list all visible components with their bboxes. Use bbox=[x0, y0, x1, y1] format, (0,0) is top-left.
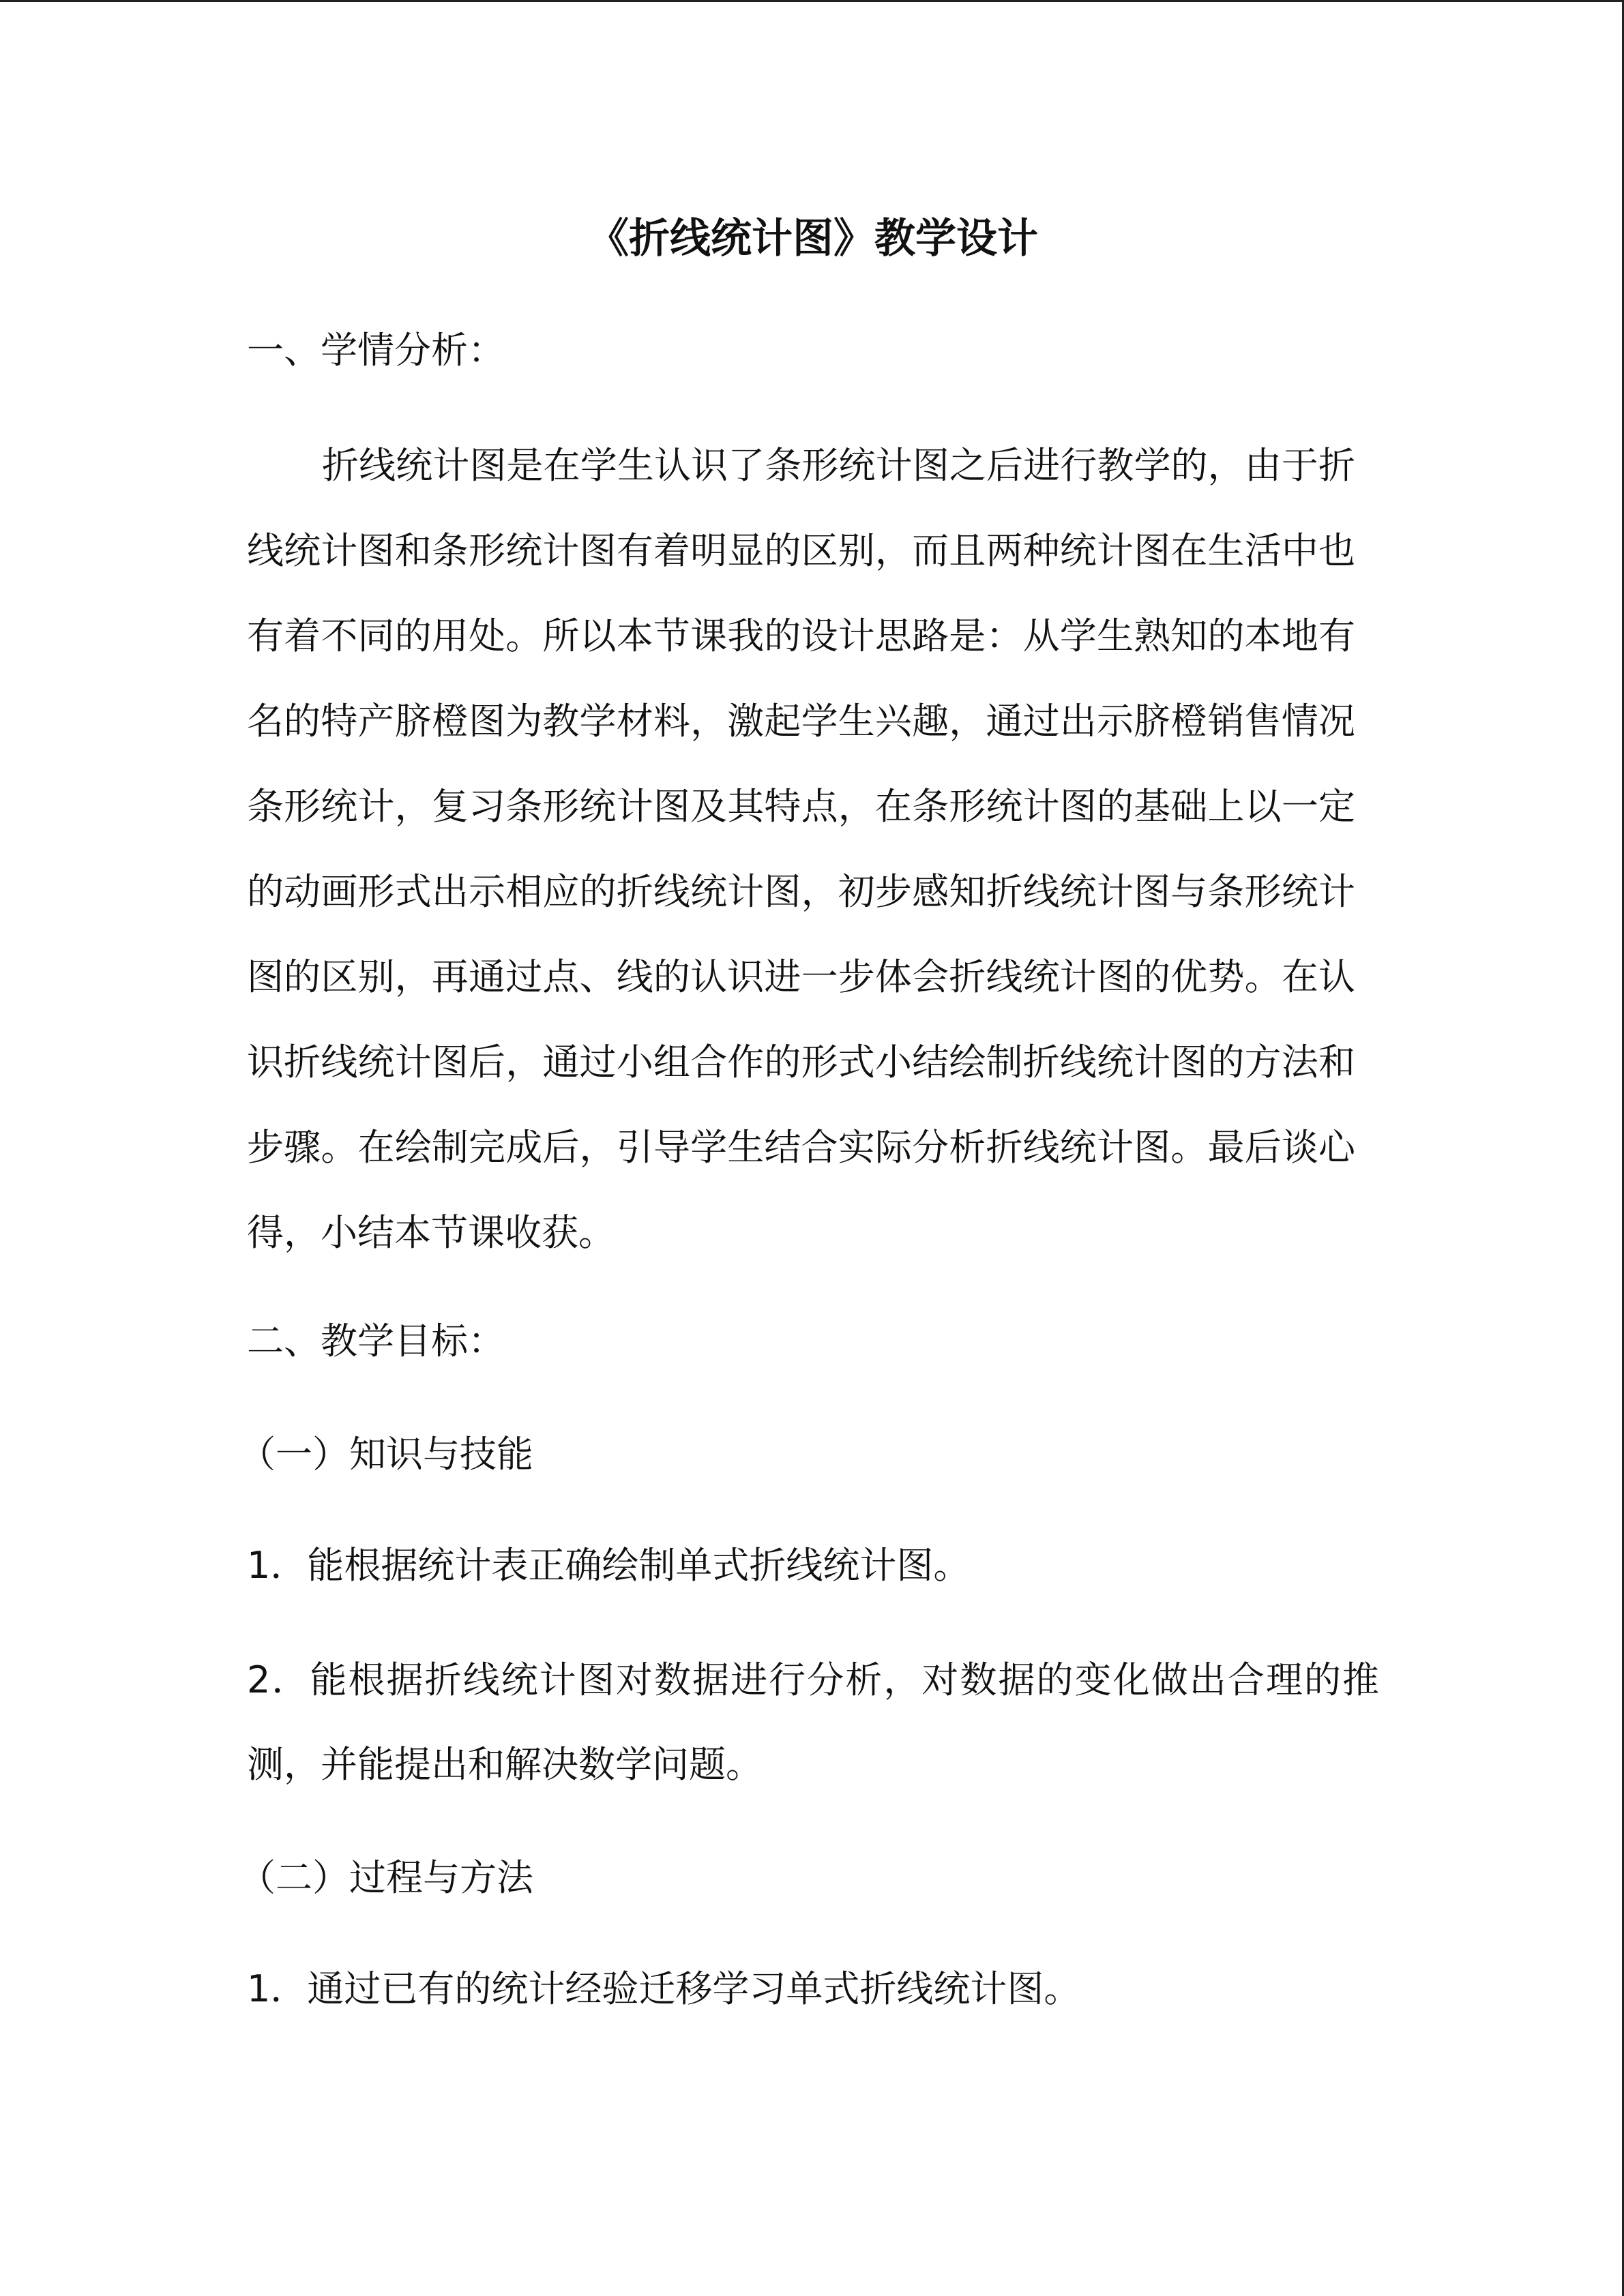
subsection-heading-process-methods: （二）过程与方法 bbox=[239, 1856, 533, 1899]
section-heading-teaching-goals: 二、教学目标： bbox=[247, 1320, 505, 1362]
subsection-heading-knowledge-skills: （一）知识与技能 bbox=[239, 1433, 533, 1476]
goal-item-process-1: 1．通过已有的统计经验迁移学习单式折线统计图。 bbox=[247, 1967, 1081, 2010]
goal-item-2: 2．能根据折线统计图对数据进行分析，对数据的变化做出合理的推测，并能提出和解决数学问题。 bbox=[247, 1658, 1379, 1786]
document-title: 《折线统计图》教学设计 bbox=[588, 215, 1038, 263]
goal-item-1: 1．能根据统计表正确绘制单式折线统计图。 bbox=[247, 1544, 971, 1587]
learning-analysis-paragraph: 折线统计图是在学生认识了条形统计图之后进行教学的，由于折线统计图和条形统计图有着明显的区别，而且两种统计图在生活中也有着不同的用处。所以本节课我的设计思路是：从学生熟知的本地有名的特产脐橙图为教学材料，激起学生兴趣，通过出示脐橙销售情况条形统计，复习条形统计图及其特点，在条形统计图的基础上以一定的动画形式出示相应的折线统计图，初步感知折线统计图与条形统计图的区别，再通过点、线的认识进一步体会折线统计图的优势。在认识折线统计图后，通过小组合作的形式小结绘制折线统计图的方法和步骤。在绘制完成后，引导学生结合实际分析折线统计图。最后谈心得，小结本节课收获。 bbox=[247, 444, 1355, 1254]
page-border-top bbox=[0, 0, 1624, 2]
section-heading-learning-analysis: 一、学情分析： bbox=[247, 329, 505, 372]
